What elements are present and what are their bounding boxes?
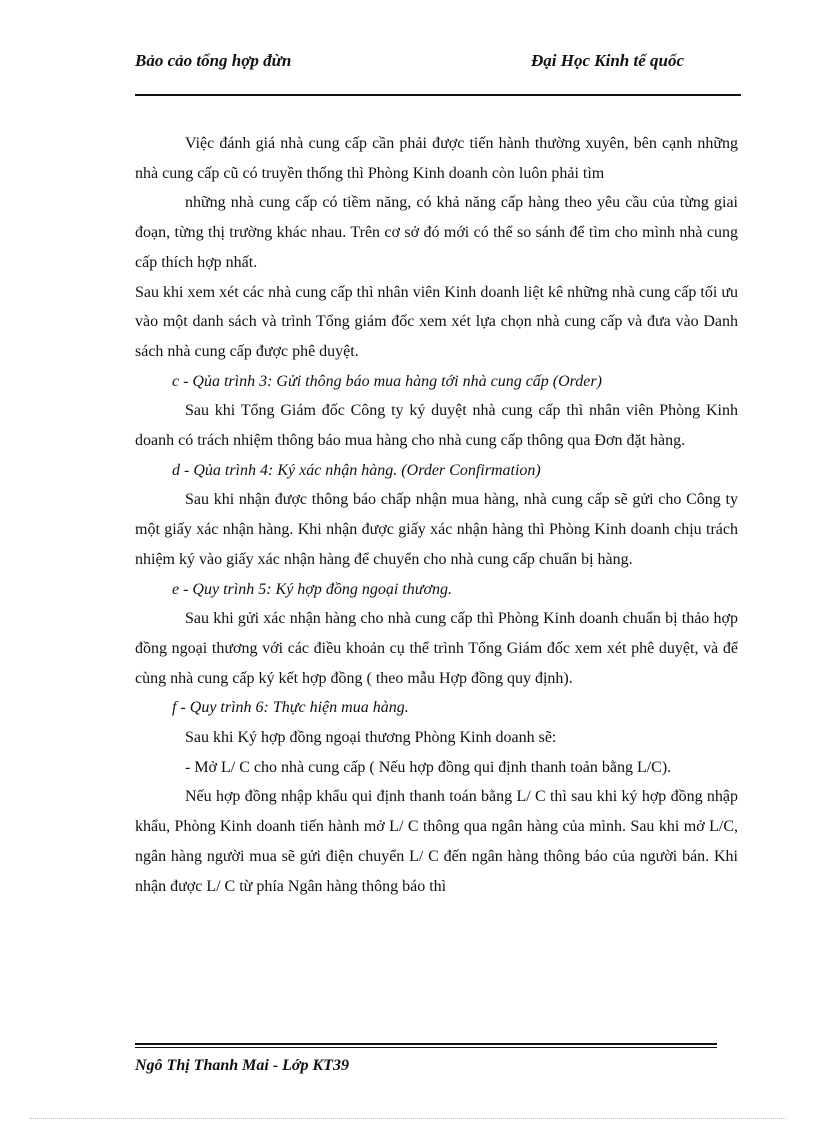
paragraph: Sau khi gửi xác nhận hàng cho nhà cung cấp thì Phòng Kinh doanh chuẩn bị thảo hợp đồng ngoại thương với các điều khoản cụ thể trình Tổng Giám đốc xem xét phê duyệt, và để cùng nhà cung cấp ký kết hợp đồng ( theo mẫu Hợp đồng quy định). — [135, 610, 738, 687]
paragraph: Nếu hợp đồng nhập khẩu qui định thanh toán bằng L/ C thì sau khi ký hợp đồng nhập khẩu, Phòng Kinh doanh tiến hành mở L/ C thông qua ngân hàng của mình. Sau khi mở L/C, ngân hàng người mua sẽ gửi điện chuyển L/ C đến ngân hàng thông báo của người bán. Khi nhận được L/ C từ phía Ngân hàng thông báo thì — [135, 788, 738, 895]
list-item: - Mở L/ C cho nhà cung cấp ( Nếu hợp đồng qui định thanh toản bằng L/C). — [185, 758, 672, 776]
section-heading: e - Quy trình 5: Ký hợp đồng ngoại thương. — [172, 580, 452, 598]
section-heading: d - Qủa trình 4: Ký xác nhận hàng. (Order Confirmation) — [172, 461, 541, 479]
paragraph: Sau khi Tổng Giám đốc Công ty ký duyệt nhà cung cấp thì nhân viên Phòng Kinh doanh có trách nhiệm thông báo mua hàng cho nhà cung cấp thông qua Đơn đặt hàng. — [135, 402, 738, 450]
header-report-title: Bảo cảo tổng hợp đừn — [135, 51, 292, 70]
header-university: Đại Học Kinh tế quốc — [531, 51, 685, 70]
section-heading: f - Quy trình 6: Thực hiện mua hàng. — [172, 699, 409, 717]
page-edge-divider — [30, 1118, 786, 1119]
document-body — [135, 129, 738, 901]
footer-rule — [135, 1043, 717, 1045]
paragraph: Việc đánh giá nhà cung cấp cần phải được tiến hành thường xuyên, bên cạnh những nhà cung cấp cũ có truyền thống thì Phòng Kinh doanh còn luôn phải tìm — [135, 135, 738, 182]
footer-rule-thin — [135, 1047, 717, 1048]
section-heading: c - Qủa trình 3: Gửi thông báo mua hàng tới nhà cung cấp (Order) — [172, 372, 602, 390]
page-footer — [135, 1043, 717, 1076]
paragraph: Sau khi xem xét các nhà cung cấp thì nhân viên Kinh doanh liệt kê những nhà cung cấp tối ưu vào một danh sách và trình Tổng giám đốc xem xét lựa chọn nhà cung cấp và đưa vào Danh sách nhà cung cấp được phê duyệt. — [135, 283, 738, 360]
footer-author: Ngô Thị Thanh Mai - Lớp KT39 — [135, 1057, 349, 1074]
paragraph: những nhà cung cấp có tiềm năng, có khả năng cấp hàng theo yêu cầu của từng giai đoạn, từng thị trường khác nhau. Trên cơ sở đó mới có thể so sánh để tìm cho mình nhà cung cấp thích hợp nhất. — [135, 194, 738, 271]
paragraph: Sau khi nhận được thông báo chấp nhận mua hàng, nhà cung cấp sẽ gửi cho Công ty một giấy xác nhận hàng. Khi nhận được giấy xác nhận hàng thì Phòng Kinh doanh chịu trách nhiệm ký vào giấy xác nhận hàng để chuyển cho nhà cung cấp chuẩn bị hàng. — [135, 491, 738, 568]
paragraph: Sau khi Ký hợp đồng ngoại thương Phòng Kinh doanh sẽ: — [185, 729, 557, 747]
page-header — [135, 48, 741, 96]
